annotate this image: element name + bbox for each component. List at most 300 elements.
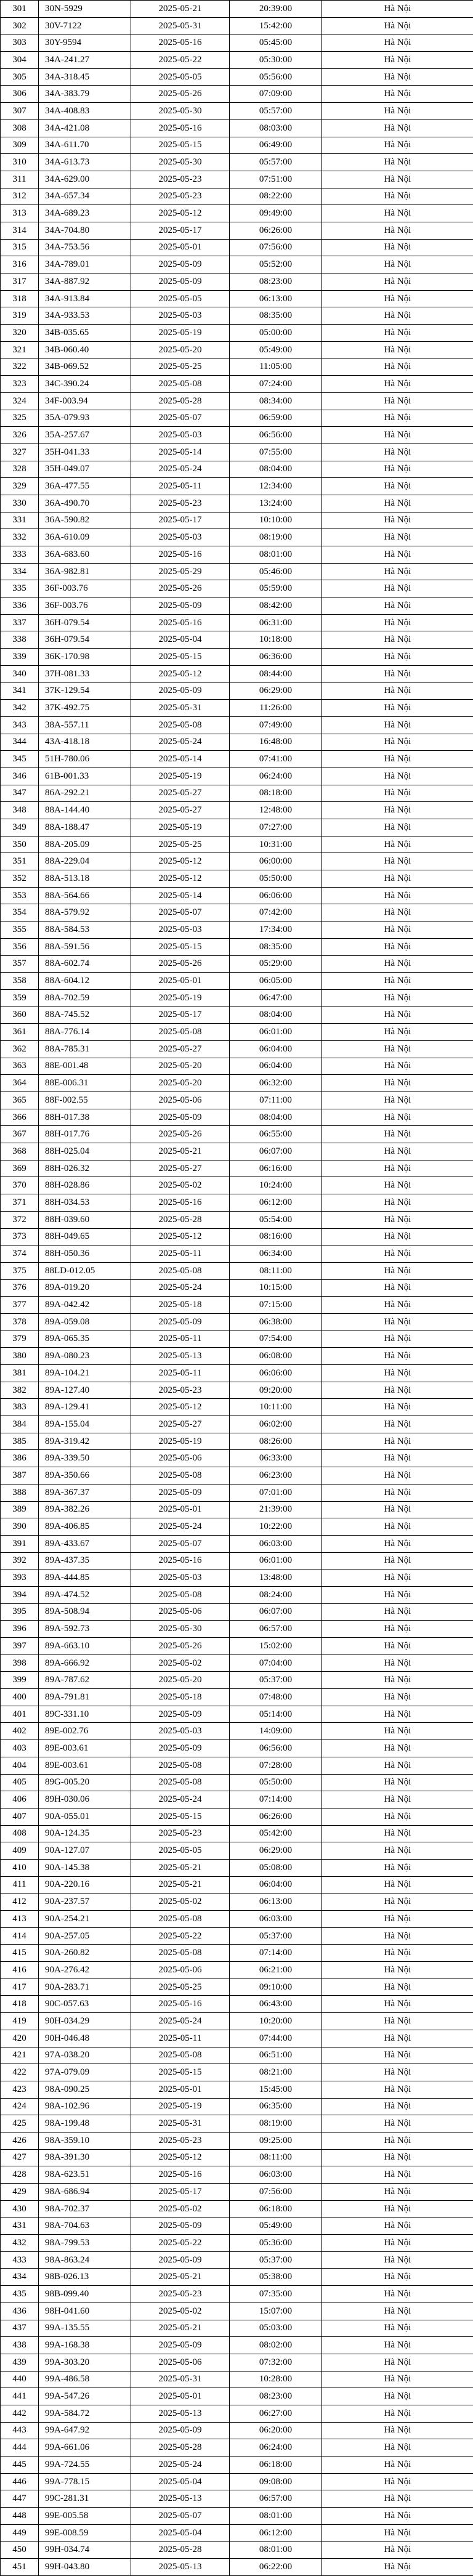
row-number-cell: 364 [1,1075,39,1092]
plate-cell: 88H-028.86 [39,1177,131,1194]
city-cell: Hà Nội [322,1672,473,1689]
table-row [1,563,473,580]
table-row [1,205,473,222]
plate-cell: 37K-492.75 [39,700,131,717]
date-cell: 2025-05-02 [131,1655,230,1672]
city-cell: Hà Nội [322,1024,473,1041]
city-cell: Hà Nội [322,2354,473,2371]
table-row [1,341,473,358]
city-cell: Hà Nội [322,2286,473,2303]
plate-cell: 35H-041.33 [39,444,131,461]
table-row [1,1723,473,1740]
table-row [1,785,473,802]
time-cell: 06:59:00 [230,410,322,427]
row-number-cell: 369 [1,1160,39,1177]
city-cell: Hà Nội [322,751,473,768]
table-row [1,938,473,955]
time-cell: 06:29:00 [230,682,322,700]
time-cell: 06:20:00 [230,2422,322,2439]
table-row [1,461,473,478]
city-cell: Hà Nội [322,836,473,853]
row-number-cell: 409 [1,1842,39,1860]
date-cell: 2025-05-08 [131,1945,230,1962]
table-row [1,2490,473,2508]
table-row [1,2473,473,2490]
row-number-cell: 314 [1,222,39,239]
date-cell: 2025-05-07 [131,410,230,427]
time-cell: 08:35:00 [230,307,322,325]
date-cell: 2025-05-06 [131,1092,230,1109]
date-cell: 2025-05-27 [131,1040,230,1058]
plate-cell: 88E-001.48 [39,1058,131,1075]
plate-cell: 99A-135.55 [39,2320,131,2337]
row-number-cell: 428 [1,2166,39,2184]
city-cell: Hà Nội [322,2166,473,2184]
date-cell: 2025-05-09 [131,2251,230,2269]
time-cell: 08:01:00 [230,2542,322,2559]
time-cell: 20:39:00 [230,1,322,18]
date-cell: 2025-05-15 [131,2064,230,2081]
table-row [1,1467,473,1484]
city-cell: Hà Nội [322,1723,473,1740]
city-cell: Hà Nội [322,1365,473,1382]
time-cell: 10:18:00 [230,631,322,649]
table-row [1,1945,473,1962]
city-cell: Hà Nội [322,222,473,239]
row-number-cell: 375 [1,1262,39,1279]
time-cell: 08:18:00 [230,785,322,802]
time-cell: 16:48:00 [230,734,322,751]
table-row [1,1911,473,1928]
plate-cell: 89A-155.04 [39,1416,131,1433]
city-cell: Hà Nội [322,2132,473,2149]
plate-cell: 99A-584.72 [39,2405,131,2422]
row-number-cell: 450 [1,2542,39,2559]
time-cell: 06:23:00 [230,1467,322,1484]
plate-cell: 99A-661.06 [39,2439,131,2457]
row-number-cell: 348 [1,802,39,819]
row-number-cell: 303 [1,34,39,52]
row-number-cell: 439 [1,2354,39,2371]
time-cell: 08:19:00 [230,529,322,546]
time-cell: 08:21:00 [230,2064,322,2081]
row-number-cell: 393 [1,1569,39,1587]
date-cell: 2025-05-17 [131,512,230,529]
row-number-cell: 333 [1,546,39,564]
city-cell: Hà Nội [322,2081,473,2098]
row-number-cell: 319 [1,307,39,325]
plate-cell: 34A-704.80 [39,222,131,239]
time-cell: 08:03:00 [230,119,322,137]
city-cell: Hà Nội [322,86,473,103]
row-number-cell: 368 [1,1143,39,1160]
city-cell: Hà Nội [322,989,473,1007]
city-cell: Hà Nội [322,563,473,580]
plate-cell: 89E-003.61 [39,1740,131,1757]
date-cell: 2025-05-22 [131,52,230,69]
row-number-cell: 381 [1,1365,39,1382]
city-cell: Hà Nội [322,2098,473,2115]
date-cell: 2025-05-31 [131,700,230,717]
table-row [1,921,473,939]
plate-cell: 99H-043.80 [39,2559,131,2576]
table-row [1,1126,473,1143]
date-cell: 2025-05-19 [131,2098,230,2115]
table-row [1,2064,473,2081]
row-number-cell: 342 [1,700,39,717]
table-row [1,2030,473,2047]
row-number-cell: 384 [1,1416,39,1433]
table-row [1,137,473,154]
plate-cell: 99A-547.26 [39,2388,131,2405]
plate-cell: 34F-003.94 [39,392,131,410]
table-row [1,17,473,34]
city-cell: Hà Nội [322,239,473,256]
plate-cell: 34A-689.23 [39,205,131,222]
table-row [1,1518,473,1536]
city-cell: Hà Nội [322,1433,473,1450]
city-cell: Hà Nội [322,1552,473,1569]
time-cell: 06:03:00 [230,1535,322,1552]
date-cell: 2025-05-08 [131,716,230,734]
city-cell: Hà Nội [322,1962,473,1979]
time-cell: 07:42:00 [230,904,322,921]
plate-cell: 36A-477.55 [39,478,131,495]
time-cell: 11:05:00 [230,358,322,376]
city-cell: Hà Nội [322,2200,473,2218]
time-cell: 06:56:00 [230,427,322,444]
table-row [1,34,473,52]
time-cell: 08:04:00 [230,1109,322,1126]
row-number-cell: 353 [1,887,39,904]
plate-cell: 88A-604.12 [39,973,131,990]
row-number-cell: 341 [1,682,39,700]
city-cell: Hà Nội [322,2473,473,2490]
date-cell: 2025-05-09 [131,2337,230,2354]
date-cell: 2025-05-24 [131,1279,230,1297]
date-cell: 2025-05-21 [131,1,230,18]
table-row [1,1552,473,1569]
table-row [1,1927,473,1945]
date-cell: 2025-05-26 [131,86,230,103]
row-number-cell: 318 [1,290,39,307]
city-cell: Hà Nội [322,2115,473,2132]
time-cell: 08:24:00 [230,1586,322,1603]
time-cell: 15:45:00 [230,2081,322,2098]
row-number-cell: 396 [1,1621,39,1638]
date-cell: 2025-05-12 [131,870,230,888]
plate-cell: 88A-745.52 [39,1007,131,1024]
table-row [1,2184,473,2201]
plate-cell: 90H-034.29 [39,2013,131,2030]
city-cell: Hà Nội [322,1007,473,1024]
time-cell: 07:54:00 [230,1331,322,1348]
table-row [1,2149,473,2166]
date-cell: 2025-05-24 [131,734,230,751]
time-cell: 05:50:00 [230,870,322,888]
table-row [1,2269,473,2286]
row-number-cell: 330 [1,495,39,512]
city-cell: Hà Nội [322,307,473,325]
table-row [1,751,473,768]
table-row [1,2405,473,2422]
time-cell: 06:49:00 [230,137,322,154]
table-row [1,2303,473,2320]
row-number-cell: 404 [1,1757,39,1774]
table-row [1,2235,473,2252]
city-cell: Hà Nội [322,1979,473,1996]
plate-cell: 99E-005.58 [39,2508,131,2525]
time-cell: 08:19:00 [230,2115,322,2132]
city-cell: Hà Nội [322,546,473,564]
row-number-cell: 355 [1,921,39,939]
table-row [1,1040,473,1058]
city-cell: Hà Nội [322,870,473,888]
plate-cell: 34B-069.52 [39,358,131,376]
row-number-cell: 306 [1,86,39,103]
date-cell: 2025-05-03 [131,1723,230,1740]
row-number-cell: 363 [1,1058,39,1075]
table-row [1,904,473,921]
plate-cell: 36A-982.81 [39,563,131,580]
city-cell: Hà Nội [322,1894,473,1911]
table-row [1,1211,473,1228]
city-cell: Hà Nội [322,819,473,836]
time-cell: 06:47:00 [230,989,322,1007]
date-cell: 2025-05-21 [131,2269,230,2286]
city-cell: Hà Nội [322,1689,473,1706]
row-number-cell: 344 [1,734,39,751]
date-cell: 2025-05-08 [131,1911,230,1928]
time-cell: 05:56:00 [230,68,322,86]
table-row [1,1416,473,1433]
date-cell: 2025-05-08 [131,1757,230,1774]
city-cell: Hà Nội [322,2320,473,2337]
row-number-cell: 449 [1,2524,39,2542]
time-cell: 05:37:00 [230,2251,322,2269]
plate-cell: 34A-613.73 [39,154,131,171]
city-cell: Hà Nội [322,1927,473,1945]
city-cell: Hà Nội [322,1228,473,1245]
date-cell: 2025-05-22 [131,1927,230,1945]
plate-cell: 89A-666.92 [39,1655,131,1672]
table-row [1,2542,473,2559]
plate-cell: 99A-778.15 [39,2473,131,2490]
plate-cell: 89A-444.85 [39,1569,131,1587]
city-cell: Hà Nội [322,1,473,18]
date-cell: 2025-05-23 [131,2286,230,2303]
date-cell: 2025-05-16 [131,1552,230,1569]
table-row [1,1075,473,1092]
date-cell: 2025-05-30 [131,154,230,171]
date-cell: 2025-05-23 [131,1825,230,1842]
table-row [1,700,473,717]
time-cell: 06:07:00 [230,1143,322,1160]
table-row [1,546,473,564]
city-cell: Hà Nội [322,2405,473,2422]
row-number-cell: 372 [1,1211,39,1228]
row-number-cell: 354 [1,904,39,921]
time-cell: 07:32:00 [230,2354,322,2371]
table-row [1,1740,473,1757]
city-cell: Hà Nội [322,682,473,700]
date-cell: 2025-05-20 [131,1075,230,1092]
city-cell: Hà Nội [322,1313,473,1331]
time-cell: 06:01:00 [230,1552,322,1569]
date-cell: 2025-05-12 [131,665,230,682]
plate-cell: 35A-257.67 [39,427,131,444]
date-cell: 2025-05-11 [131,1365,230,1382]
plate-cell: 89A-065.35 [39,1331,131,1348]
city-cell: Hà Nội [322,512,473,529]
city-cell: Hà Nội [322,2047,473,2064]
plate-cell: 37H-081.33 [39,665,131,682]
plate-cell: 90A-145.38 [39,1859,131,1876]
date-cell: 2025-05-15 [131,938,230,955]
plate-cell: 51H-780.06 [39,751,131,768]
plate-cell: 89A-319.42 [39,1433,131,1450]
city-cell: Hà Nội [322,1535,473,1552]
time-cell: 21:39:00 [230,1501,322,1518]
date-cell: 2025-05-28 [131,2542,230,2559]
time-cell: 08:35:00 [230,938,322,955]
row-number-cell: 377 [1,1297,39,1314]
city-cell: Hà Nội [322,921,473,939]
date-cell: 2025-05-23 [131,495,230,512]
plate-cell: 37K-129.54 [39,682,131,700]
city-cell: Hà Nội [322,2388,473,2405]
table-row [1,1348,473,1365]
row-number-cell: 451 [1,2559,39,2576]
table-row [1,512,473,529]
table-row [1,1313,473,1331]
plate-cell: 90A-254.21 [39,1911,131,1928]
plate-cell: 98B-099.40 [39,2286,131,2303]
row-number-cell: 357 [1,955,39,973]
city-cell: Hà Nội [322,1996,473,2013]
time-cell: 08:42:00 [230,597,322,615]
row-number-cell: 379 [1,1331,39,1348]
date-cell: 2025-05-16 [131,34,230,52]
date-cell: 2025-05-05 [131,1842,230,1860]
table-row [1,1262,473,1279]
row-number-cell: 378 [1,1313,39,1331]
date-cell: 2025-05-26 [131,1126,230,1143]
date-cell: 2025-05-09 [131,256,230,273]
table-row [1,1,473,18]
plate-cell: 89A-382.26 [39,1501,131,1518]
plate-cell: 99A-303.20 [39,2354,131,2371]
row-number-cell: 432 [1,2235,39,2252]
time-cell: 06:32:00 [230,1075,322,1092]
table-row [1,989,473,1007]
table-row [1,1535,473,1552]
row-number-cell: 324 [1,392,39,410]
time-cell: 13:48:00 [230,1569,322,1587]
plate-cell: 34A-318.45 [39,68,131,86]
table-row [1,649,473,666]
time-cell: 07:14:00 [230,1945,322,1962]
date-cell: 2025-05-24 [131,2013,230,2030]
city-cell: Hà Nội [322,290,473,307]
plate-cell: 88E-006.31 [39,1075,131,1092]
city-cell: Hà Nội [322,461,473,478]
date-cell: 2025-05-03 [131,307,230,325]
table-row [1,1706,473,1723]
time-cell: 07:35:00 [230,2286,322,2303]
plate-cell: 88H-017.76 [39,1126,131,1143]
city-cell: Hà Nội [322,205,473,222]
date-cell: 2025-05-01 [131,239,230,256]
city-cell: Hà Nội [322,1040,473,1058]
table-row [1,256,473,273]
date-cell: 2025-05-19 [131,768,230,785]
city-cell: Hà Nội [322,1382,473,1399]
date-cell: 2025-05-23 [131,188,230,205]
table-row [1,1365,473,1382]
time-cell: 05:00:00 [230,325,322,342]
plate-cell: 36A-610.09 [39,529,131,546]
row-number-cell: 334 [1,563,39,580]
time-cell: 07:44:00 [230,2030,322,2047]
time-cell: 07:56:00 [230,2184,322,2201]
row-number-cell: 326 [1,427,39,444]
date-cell: 2025-05-08 [131,1467,230,1484]
row-number-cell: 434 [1,2269,39,2286]
date-cell: 2025-05-24 [131,1791,230,1808]
time-cell: 06:38:00 [230,1313,322,1331]
row-number-cell: 406 [1,1791,39,1808]
row-number-cell: 313 [1,205,39,222]
date-cell: 2025-05-12 [131,853,230,870]
plate-cell: 90A-124.35 [39,1825,131,1842]
time-cell: 14:09:00 [230,1723,322,1740]
table-row [1,1603,473,1621]
plate-cell: 88A-584.53 [39,921,131,939]
plate-cell: 88A-229.04 [39,853,131,870]
date-cell: 2025-05-08 [131,1262,230,1279]
plate-cell: 88H-026.32 [39,1160,131,1177]
time-cell: 05:42:00 [230,1825,322,1842]
city-cell: Hà Nội [322,2303,473,2320]
plate-cell: 89A-080.23 [39,1348,131,1365]
time-cell: 06:07:00 [230,1603,322,1621]
city-cell: Hà Nội [322,649,473,666]
plate-cell: 90A-260.82 [39,1945,131,1962]
city-cell: Hà Nội [322,1859,473,1876]
row-number-cell: 446 [1,2473,39,2490]
city-cell: Hà Nội [322,1194,473,1212]
time-cell: 06:06:00 [230,1365,322,1382]
plate-cell: 34A-421.08 [39,119,131,137]
time-cell: 12:34:00 [230,478,322,495]
plate-cell: 98A-199.48 [39,2115,131,2132]
date-cell: 2025-05-22 [131,2235,230,2252]
table-row [1,2457,473,2474]
time-cell: 05:38:00 [230,2269,322,2286]
city-cell: Hà Nội [322,1586,473,1603]
table-row [1,614,473,631]
table-row [1,665,473,682]
table-row [1,290,473,307]
plate-cell: 89C-331.10 [39,1706,131,1723]
table-row [1,1058,473,1075]
table-row [1,1143,473,1160]
row-number-cell: 359 [1,989,39,1007]
table-row [1,2115,473,2132]
plate-cell: 34B-060.40 [39,341,131,358]
city-cell: Hà Nội [322,1058,473,1075]
